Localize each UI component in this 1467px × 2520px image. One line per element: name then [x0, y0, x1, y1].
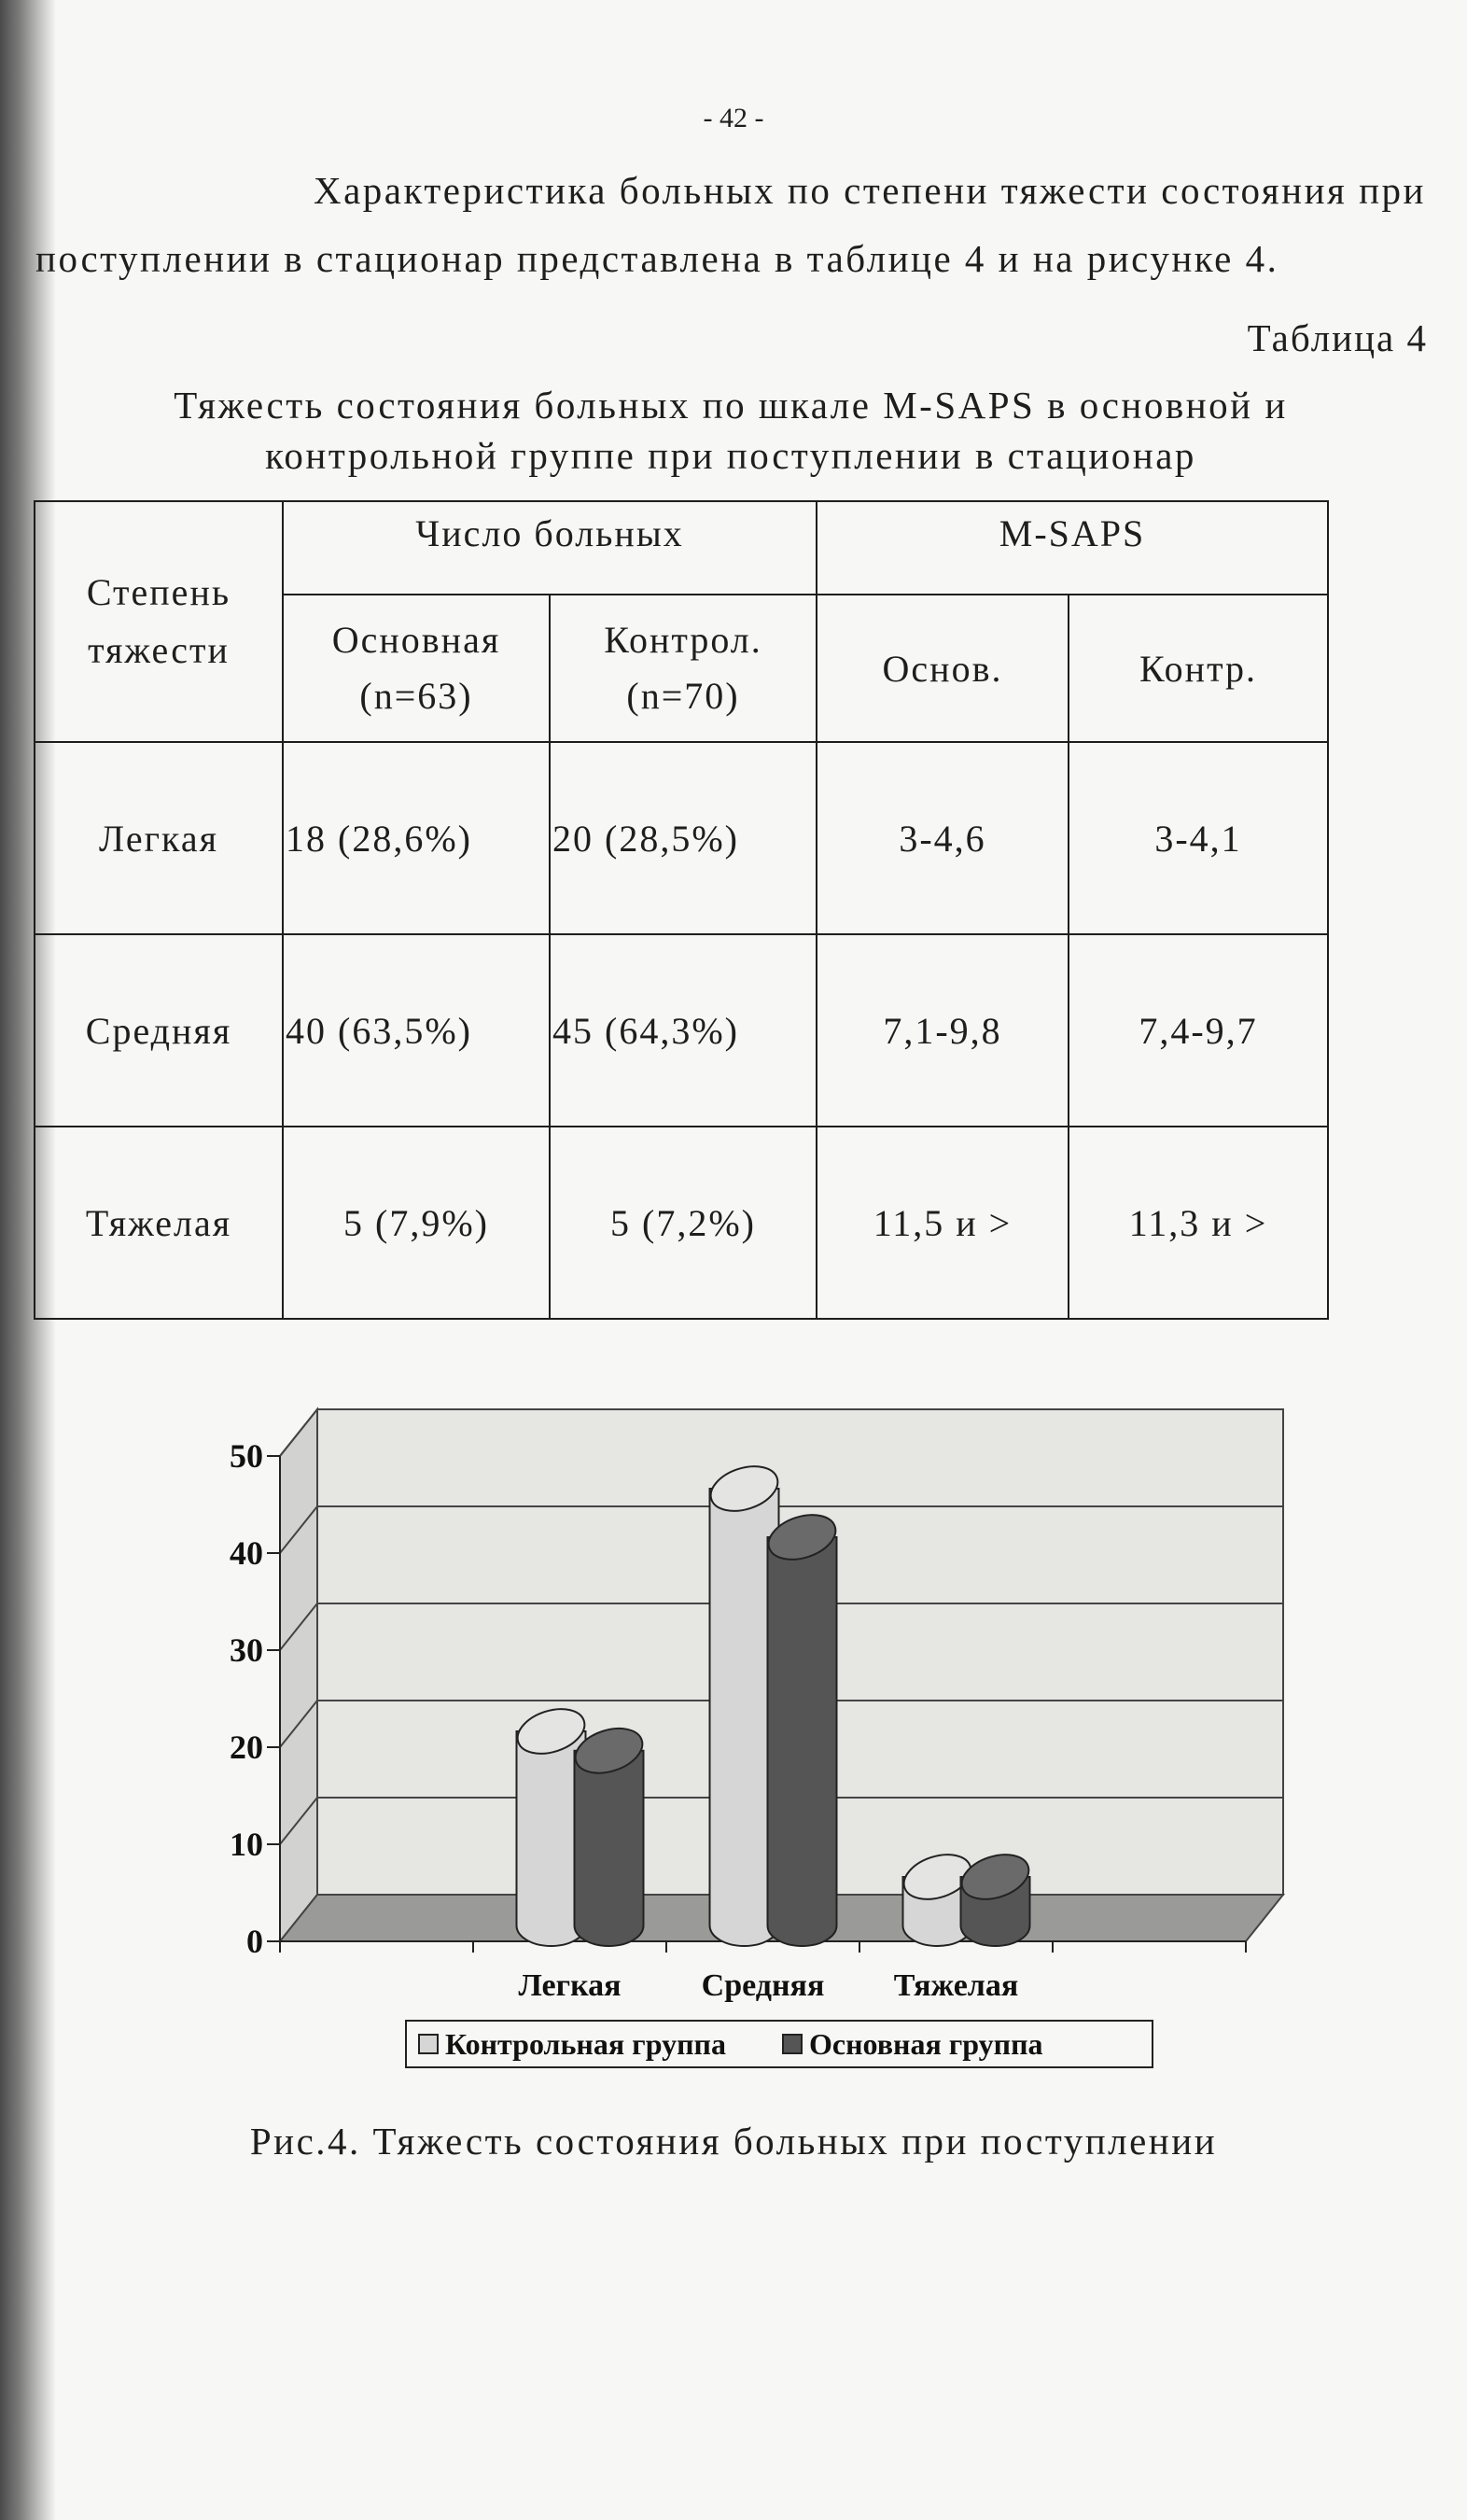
table-row: [35, 1127, 1328, 1319]
row-control: 5 (7,2%): [550, 1127, 817, 1319]
table-label: Таблица 4: [1247, 316, 1428, 359]
legend-swatch: [783, 2035, 802, 2053]
y-tick-label: 50: [230, 1437, 263, 1475]
header-msaps-main: Основ.: [817, 595, 1069, 742]
row-msaps-control: 11,3 и >: [1069, 1127, 1328, 1319]
y-tick-label: 20: [230, 1729, 263, 1766]
table-row: [35, 934, 1328, 1127]
main-group-n: (n=63): [359, 675, 473, 717]
intro-line-2: поступлении в стационар представлена в таблице 4 и на рисунке 4.: [35, 237, 1279, 280]
header-severity: [35, 501, 283, 742]
figure-caption: Рис.4. Тяжесть состояния больных при поступлении: [249, 2120, 1218, 2163]
intro-line-1: Характеристика больных по степени тяжести состояния при: [313, 169, 1426, 212]
bar-main: [768, 1537, 837, 1946]
severity-table: [34, 500, 1329, 1320]
header-msaps: M-SAPS: [817, 501, 1328, 595]
row-msaps-control: 7,4-9,7: [1069, 934, 1328, 1127]
y-tick-label: 0: [246, 1923, 263, 1960]
row-control: 45 (64,3%): [550, 934, 817, 1127]
control-group-n: (n=70): [626, 675, 740, 717]
x-category-label: Тяжелая: [893, 1968, 1019, 2003]
row-main: 18 (28,6%): [283, 742, 550, 934]
table-title-line-1: Тяжесть состояния больных по шкале M-SAPS в основной и: [174, 384, 1288, 427]
row-msaps-main: 11,5 и >: [817, 1127, 1069, 1319]
severity-bar-chart: [187, 1367, 1344, 2095]
x-category-label: Средняя: [701, 1968, 825, 2003]
row-severity: Тяжелая: [35, 1127, 283, 1319]
legend-label: Основная группа: [809, 2027, 1043, 2061]
table-row: [35, 742, 1328, 934]
table-title-line-2: контрольной группе при поступлении в стационар: [265, 434, 1196, 477]
row-main: 40 (63,5%): [283, 934, 550, 1127]
header-severity-label: Степень тяжести: [86, 571, 231, 671]
header-main-group: [283, 595, 550, 742]
row-control: 20 (28,5%): [550, 742, 817, 934]
control-group-label: Контрол.: [604, 619, 762, 661]
header-control-group: [550, 595, 817, 742]
x-category-label: Легкая: [518, 1968, 622, 2003]
main-group-label: Основная: [331, 619, 501, 661]
row-msaps-control: 3-4,1: [1069, 742, 1328, 934]
row-main: 5 (7,9%): [283, 1127, 550, 1319]
table-header-row: [35, 501, 1328, 595]
chart-side-wall: [280, 1409, 317, 1941]
page-number: - 42 -: [703, 103, 764, 133]
bar-main: [575, 1751, 644, 1946]
row-severity: Средняя: [35, 934, 283, 1127]
row-severity: Легкая: [35, 742, 283, 934]
legend-label: Контрольная группа: [445, 2027, 726, 2061]
header-msaps-control: Контр.: [1069, 595, 1328, 742]
legend-swatch: [419, 2035, 438, 2053]
y-tick-label: 40: [230, 1534, 263, 1572]
y-tick-label: 10: [230, 1826, 263, 1863]
row-msaps-main: 7,1-9,8: [817, 934, 1069, 1127]
y-tick-label: 30: [230, 1631, 263, 1669]
header-patients: Число больных: [283, 501, 817, 595]
row-msaps-main: 3-4,6: [817, 742, 1069, 934]
